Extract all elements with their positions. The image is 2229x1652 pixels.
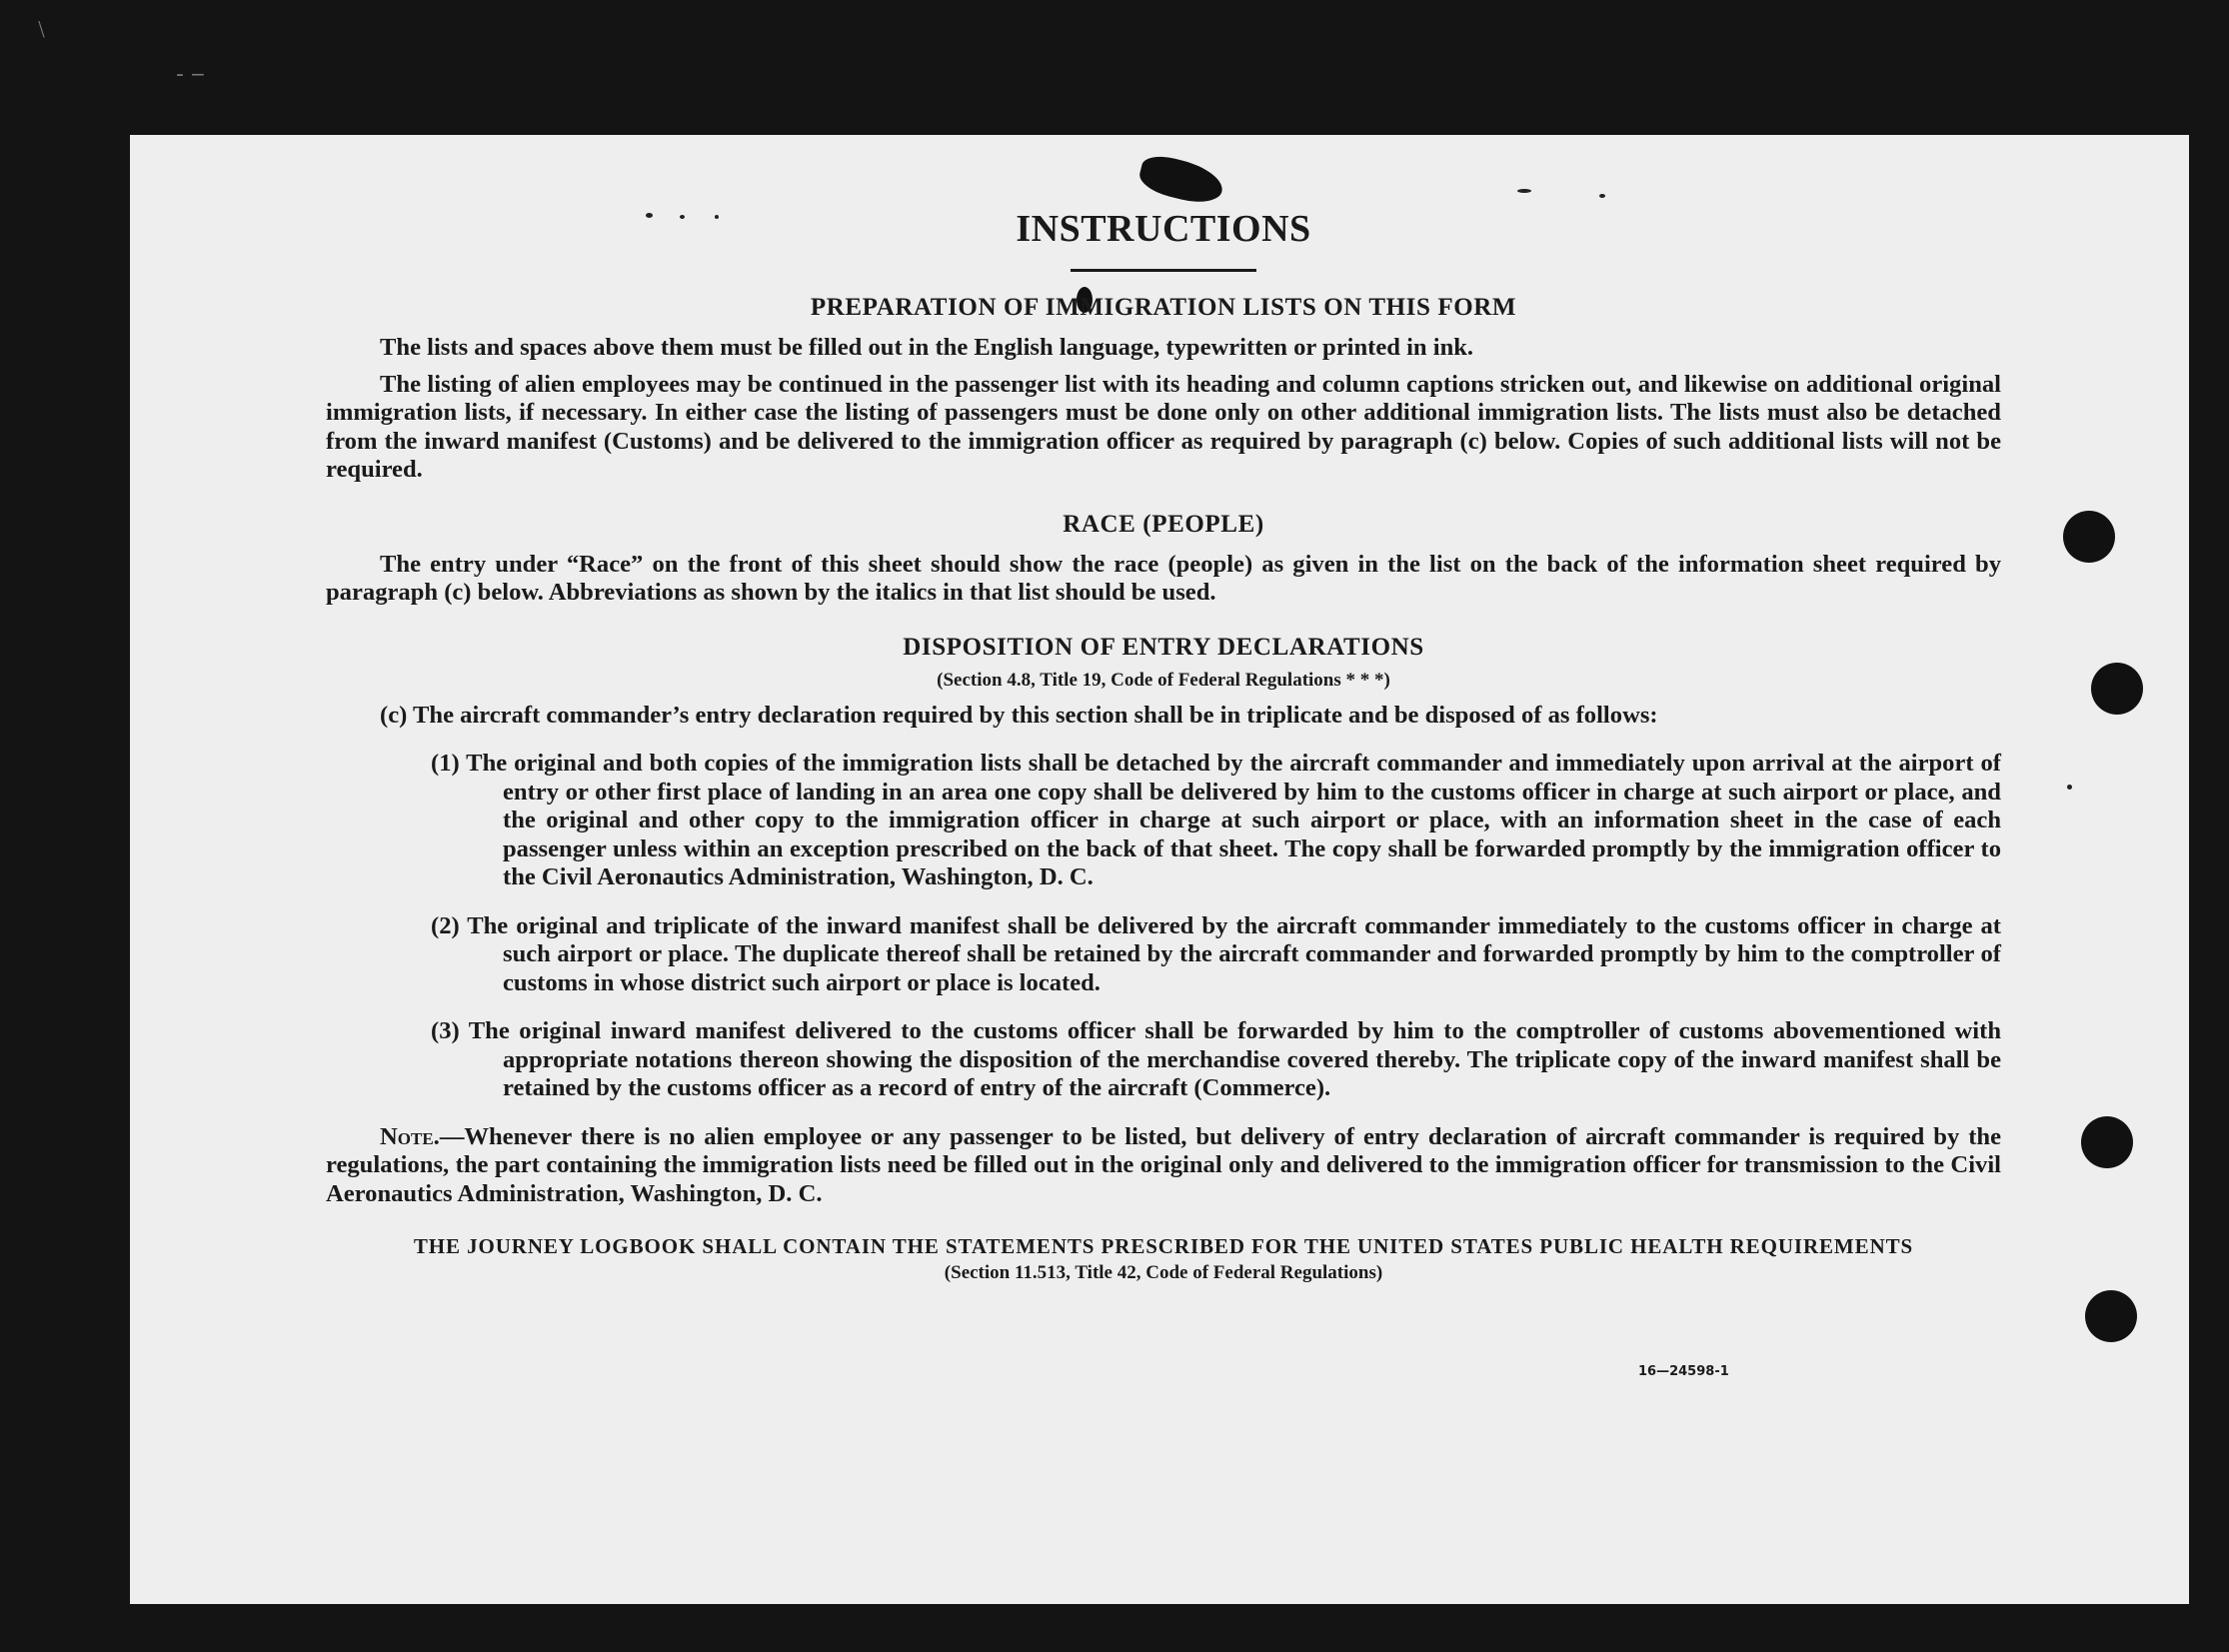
note-text: —Whenever there is no alien employee or any passenger to be listed, but delivery of entry declaration of aircraft commander is required by the regulations, the part containing the immigration lists need be filled out in the original only and delivered to the immigration officer for transmission to the Civil Aeronautics Administration, Washington, D. C. [326,1122,2001,1207]
speck [1517,189,1531,193]
punch-hole [2085,1290,2137,1342]
paragraph: The lists and spaces above them must be filled out in the English language, typewritten or printed in ink. [380,334,1474,361]
punch-hole [2081,1116,2133,1168]
section-citation: (Section 4.8, Title 19, Code of Federal Regulations * * *) [937,669,1390,691]
document-sheet [130,135,2189,1604]
scan-mark: ⧵ [38,18,45,43]
form-number: 16—24598-1 [1638,1364,1729,1379]
logbook-statement: THE JOURNEY LOGBOOK SHALL CONTAIN THE STATEMENTS PRESCRIBED FOR THE UNITED STATES PUBLIC HEALTH REQUIREMENTS [413,1234,1914,1258]
list-item: (1) The original and both copies of the immigration lists shall be detached by the aircraft commander and immediately upon arrival at the airport of entry or other first place of landing in an area one copy shall be delivered by him to the customs officer in charge at such airport or place, and the original and other copy to the immigration officer in charge at such airport or place, with an information sheet in the case of each passenger unless within an exception prescribed on the back of that sheet. The copy shall be forwarded promptly by the immigration officer to the Civil Aeronautics Administration, Washington, D. C. [431,750,2001,890]
speck [2067,785,2072,790]
punch-hole [2063,511,2115,563]
paragraph: The listing of alien employees may be continued in the passenger list with its heading and column captions stricken out, and likewise on additional original immigration lists, if necessary. In either case the listing of passengers must be done only on other additional immigration lists. The lists must also be detached from the inward manifest (Customs) and be delivered to the immigration officer as required by paragraph (c) below. Copies of such additional lists will not be required. [326,370,2001,483]
punch-hole [2091,663,2143,715]
section-heading: DISPOSITION OF ENTRY DECLARATIONS [903,633,1424,661]
page-title: INSTRUCTIONS [1016,208,1311,250]
logbook-citation: (Section 11.513, Title 42, Code of Federal Regulations) [944,1262,1383,1283]
paragraph: The entry under “Race” on the front of this sheet should show the race (people) as given in the list on the back of the information sheet required by paragraph (c) below. Abbreviations as shown by the italics in that list should be used. [326,550,2001,606]
note-paragraph [326,1123,2001,1209]
note-label: Note. [380,1122,440,1150]
list-item: (2) The original and triplicate of the inward manifest shall be delivered by the aircraft commander immediately to the customs officer in charge at such airport or place. The duplicate thereof shall be retained by the aircraft commander and forwarded promptly by him to the comptroller of customs in whose district such airport or place is located. [431,911,2001,996]
scan-mark: ‐ ‒ [176,62,205,87]
list-item: (3) The original inward manifest delivered to the customs officer shall be forwarded by him to the comptroller of customs abovementioned with appropriate notations thereon showing the disposition of the merchandise covered thereby. The triplicate copy of the inward manifest shall be retained by the customs officer as a record of entry of the aircraft (Commerce). [431,1017,2001,1101]
section-heading: RACE (PEOPLE) [1063,510,1264,538]
instructions-content [326,195,2001,1284]
title-underline [1071,269,1256,272]
paragraph: (c) The aircraft commander’s entry declaration required by this section shall be in triplicate and be disposed of as follows: [380,701,1658,729]
section-heading: PREPARATION OF IMMIGRATION LISTS ON THIS FORM [810,294,1517,321]
